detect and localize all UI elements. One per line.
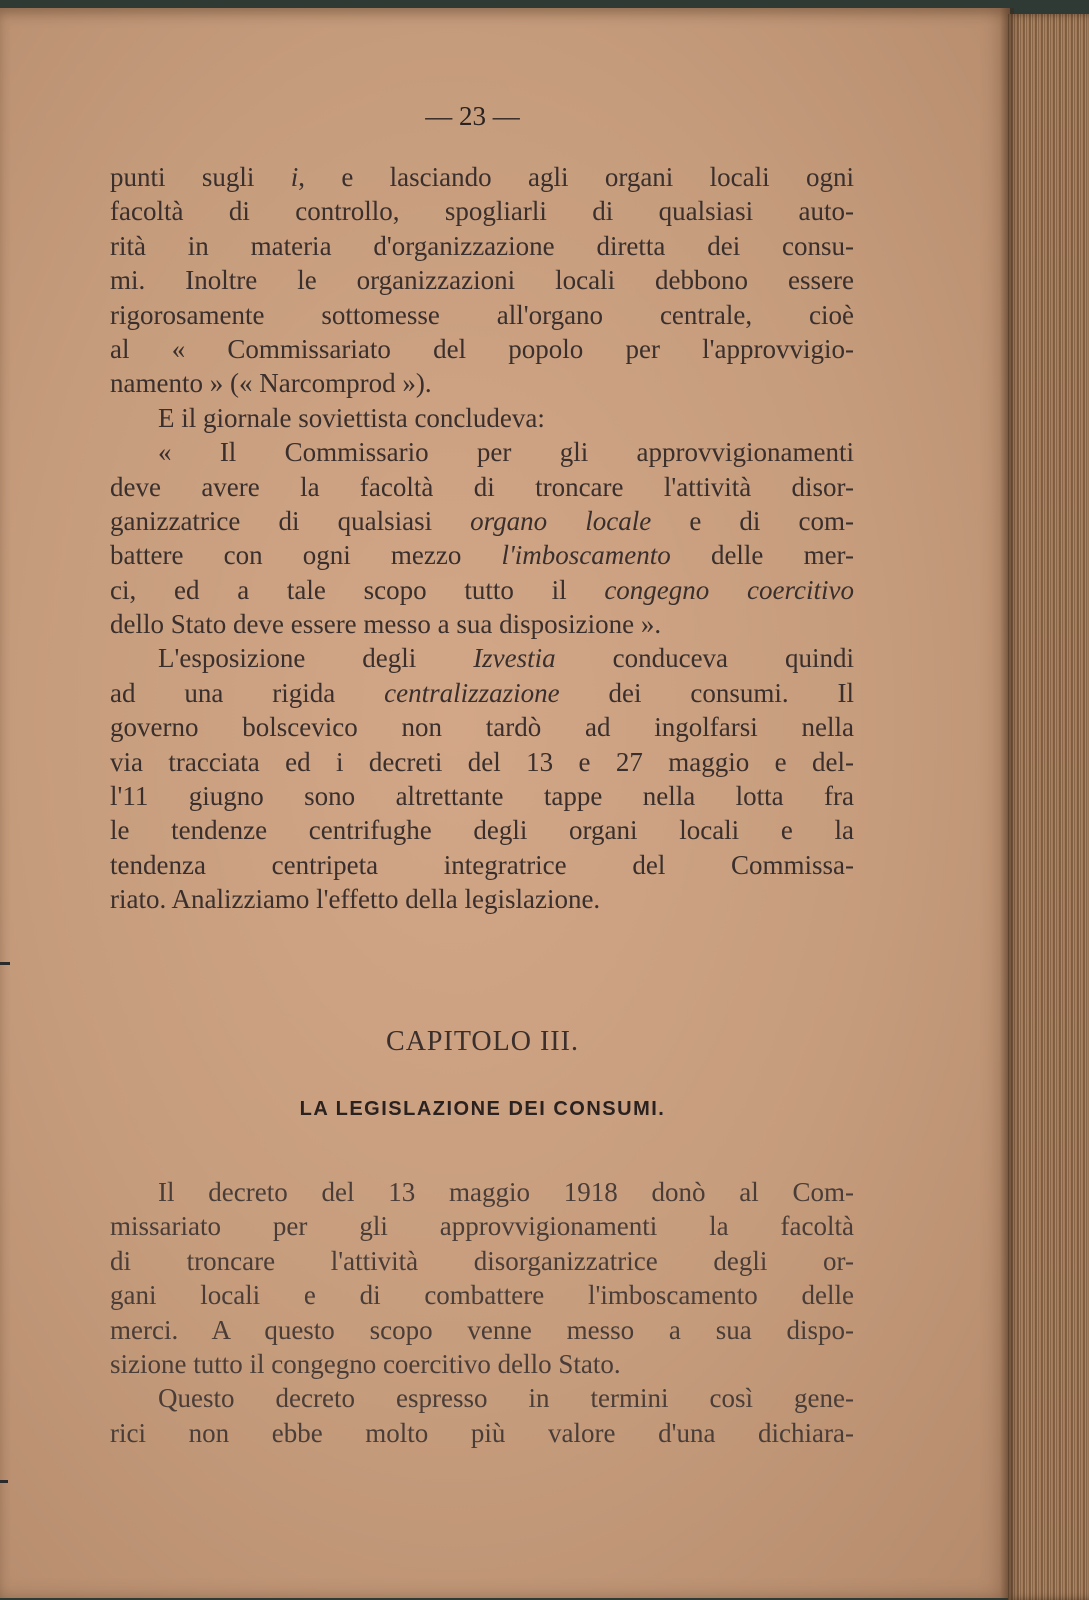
chapter-heading: CAPITOLO III. <box>386 1026 579 1057</box>
text-line: governo bolscevico non tardò ad ingolfarsi nella <box>110 712 854 743</box>
text-line: dello Stato deve essere messo a sua disposizione ». <box>110 609 662 640</box>
italic-emphasis: centralizzazione <box>384 677 560 708</box>
margin-mark <box>0 1480 8 1483</box>
text-line: Il decreto del 13 maggio 1918 donò al Com- <box>158 1177 854 1207</box>
text-line: E il giornale soviettista concludeva: <box>158 402 545 433</box>
italic-emphasis: organo locale <box>470 505 652 536</box>
text-line: gani locali e di combattere l'imboscamento delle <box>110 1280 854 1311</box>
body-text-bottom <box>110 1175 854 1450</box>
text-line: merci. A questo scopo venne messo a sua dispo- <box>110 1314 854 1345</box>
text-line: le tendenze centrifughe degli organi locali e la <box>110 815 854 846</box>
text-line: di troncare l'attività disorganizzatrice degli or- <box>110 1245 854 1276</box>
italic-emphasis: l'imboscamento <box>501 540 671 571</box>
text-line: l'11 giugno sono altrettante tappe nella lotta fra <box>110 781 854 812</box>
text-line: al « Commissariato del popolo per l'approvvigio- <box>110 333 854 364</box>
text-line: riato. Analizziamo l'effetto della legislazione. <box>110 884 601 915</box>
text-line: ad una rigida centralizzazione dei consumi. Il <box>110 677 854 708</box>
text-line: punti sugli i, e lasciando agli organi locali ogni <box>110 162 854 192</box>
text-line: Questo decreto espresso in termini così gene- <box>158 1383 854 1414</box>
body-text-top <box>110 160 854 917</box>
text-line: rici non ebbe molto più valore d'una dichiara- <box>110 1417 854 1448</box>
text-line: via tracciata ed i decreti del 13 e 27 maggio e del- <box>110 746 854 777</box>
text-line: rità in materia d'organizzazione diretta dei consu- <box>110 230 854 261</box>
page-number: — 23 — <box>425 101 520 131</box>
text-line: L'esposizione degli Izvestia conduceva quindi <box>158 643 854 674</box>
text-line: mi. Inoltre le organizzazioni locali debbono essere <box>110 265 854 296</box>
text-line: ganizzatrice di qualsiasi organo locale e di com- <box>110 505 854 536</box>
text-line: sizione tutto il congegno coercitivo dello Stato. <box>110 1348 621 1379</box>
text-line: ci, ed a tale scopo tutto il congegno coercitivo <box>110 574 854 605</box>
text-line: namento » (« Narcomprod »). <box>110 368 432 399</box>
margin-mark <box>0 962 10 965</box>
italic-emphasis: Izvestia <box>473 643 556 674</box>
text-line: tendenza centripeta integratrice del Commissa- <box>110 849 854 880</box>
italic-emphasis: congegno coercitivo <box>604 574 854 605</box>
book-page-edges <box>1008 14 1089 1600</box>
section-title: LA LEGISLAZIONE DEI CONSUMI. <box>299 1098 666 1120</box>
text-line: facoltà di controllo, spogliarli di qualsiasi auto- <box>110 196 854 227</box>
text-line: deve avere la facoltà di troncare l'attività disor- <box>110 471 854 502</box>
text-line: rigorosamente sottomesse all'organo centrale, cioè <box>110 299 854 330</box>
italic-emphasis: i <box>290 162 299 192</box>
text-line: battere con ogni mezzo l'imboscamento delle mer- <box>110 540 854 571</box>
text-line: « Il Commissario per gli approvvigionamenti <box>158 437 854 468</box>
text-line: missariato per gli approvvigionamenti la facoltà <box>110 1211 854 1242</box>
